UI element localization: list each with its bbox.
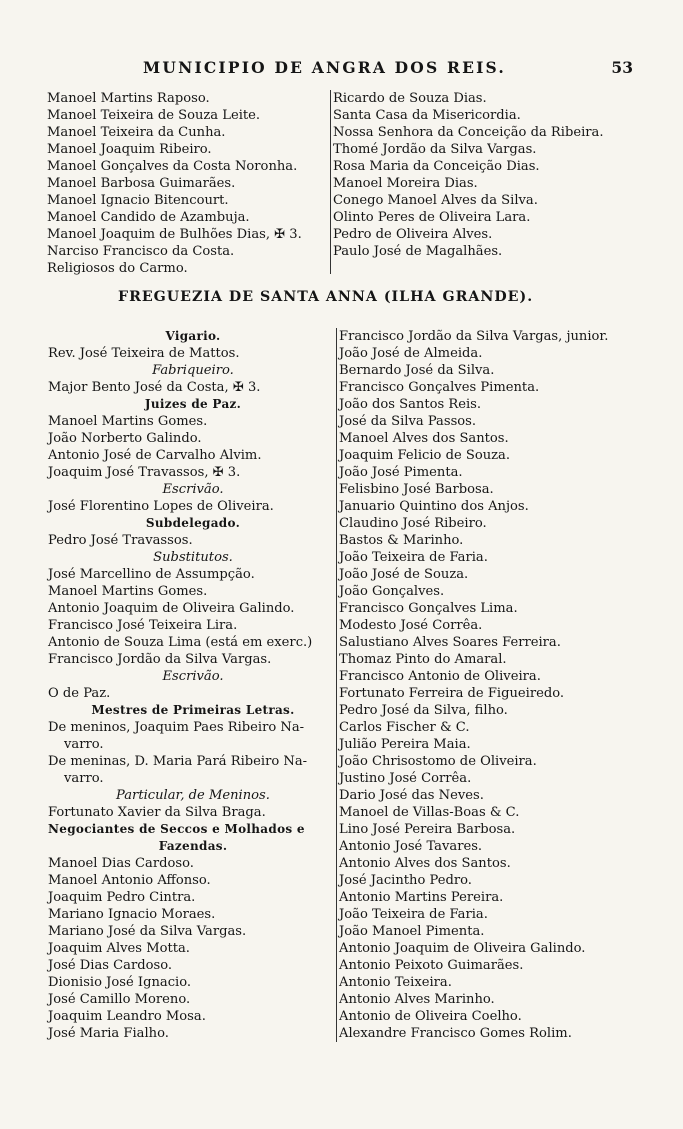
- list-item: Manoel Alves dos Santos.: [339, 431, 509, 446]
- list-item: Joaquim Alves Motta.: [48, 941, 190, 956]
- list-item: Joaquim Leandro Mosa.: [48, 1009, 206, 1024]
- list-item: Salustiano Alves Soares Ferreira.: [339, 635, 561, 650]
- page-number: 53: [611, 58, 633, 77]
- list-item: Manoel Martins Gomes.: [48, 414, 208, 429]
- list-item: Major Bento José da Costa, ✠ 3.: [48, 380, 261, 395]
- list-item: Manoel Ignacio Bitencourt.: [47, 193, 229, 208]
- heading-particular: Particular, de Meninos.: [116, 788, 270, 803]
- list-item: Bernardo José da Silva.: [339, 363, 495, 378]
- list-item: Julião Pereira Maia.: [339, 737, 471, 752]
- list-item: José Florentino Lopes de Oliveira.: [48, 499, 274, 514]
- list-item: Manoel Joaquim Ribeiro.: [47, 142, 212, 157]
- list-item: O de Paz.: [48, 686, 111, 701]
- list-item: De meninas, D. Maria Pará Ribeiro Na-: [48, 754, 308, 769]
- list-item: João Gonçalves.: [339, 584, 445, 599]
- list-item: Antonio Martins Pereira.: [339, 890, 504, 905]
- list-item: Francisco José Teixeira Lira.: [48, 618, 238, 633]
- list-item: João José de Souza.: [339, 567, 469, 582]
- list-item: Manoel Joaquim de Bulhões Dias, ✠ 3.: [47, 227, 302, 242]
- list-item: Manoel Martins Gomes.: [48, 584, 208, 599]
- list-item: João Teixeira de Faria.: [339, 907, 488, 922]
- list-item-continuation: varro.: [64, 737, 104, 752]
- list-item: Santa Casa da Misericordia.: [333, 108, 521, 123]
- list-item: Religiosos do Carmo.: [47, 261, 188, 276]
- running-head: MUNICIPIO DE ANGRA DOS REIS.: [143, 58, 506, 77]
- list-item: De meninos, Joaquim Paes Ribeiro Na-: [48, 720, 305, 735]
- list-item: Conego Manoel Alves da Silva.: [333, 193, 538, 208]
- section1-left-column: [47, 90, 332, 277]
- list-item: Manoel Barbosa Guimarães.: [47, 176, 236, 191]
- list-item: Francisco Gonçalves Pimenta.: [339, 380, 540, 395]
- list-item: Rosa Maria da Conceição Dias.: [333, 159, 540, 174]
- list-item: Manoel Gonçalves da Costa Noronha.: [47, 159, 298, 174]
- list-item: Felisbino José Barbosa.: [339, 482, 494, 497]
- list-item: Carlos Fischer & C.: [339, 720, 470, 735]
- list-item: Francisco Antonio de Oliveira.: [339, 669, 541, 684]
- list-item: Manoel Martins Raposo.: [47, 91, 210, 106]
- list-item: Fortunato Xavier da Silva Braga.: [48, 805, 266, 820]
- list-item: Manoel Antonio Affonso.: [48, 873, 211, 888]
- list-item: Mariano Ignacio Moraes.: [48, 907, 216, 922]
- list-item: Dionisio José Ignacio.: [48, 975, 192, 990]
- list-item: Claudino José Ribeiro.: [339, 516, 487, 531]
- heading-negociantes-continuation: Fazendas.: [158, 839, 228, 853]
- list-item: Joaquim Pedro Cintra.: [48, 890, 196, 905]
- list-item: Antonio Joaquim de Oliveira Galindo.: [48, 601, 295, 616]
- list-item: Pedro José Travassos.: [48, 533, 193, 548]
- page-header: [0, 58, 683, 82]
- list-item: Dario José das Neves.: [339, 788, 484, 803]
- list-item: Manoel Teixeira da Cunha.: [47, 125, 226, 140]
- list-item: João Teixeira de Faria.: [339, 550, 488, 565]
- list-item: Antonio Peixoto Guimarães.: [339, 958, 524, 973]
- heading-vigario: Vigario.: [165, 329, 221, 343]
- list-item: Ricardo de Souza Dias.: [333, 91, 487, 106]
- heading-fabriqueiro: Fabriqueiro.: [152, 363, 234, 378]
- list-item-continuation: varro.: [64, 771, 104, 786]
- list-item: Januario Quintino dos Anjos.: [339, 499, 529, 514]
- section1-right-column: [333, 90, 633, 260]
- list-item: Bastos & Marinho.: [339, 533, 464, 548]
- list-item: João José Pimenta.: [339, 465, 463, 480]
- column-divider: [330, 90, 331, 274]
- list-item: Alexandre Francisco Gomes Rolim.: [339, 1026, 572, 1041]
- list-item: Fortunato Ferreira de Figueiredo.: [339, 686, 565, 701]
- list-item: Francisco Gonçalves Lima.: [339, 601, 518, 616]
- list-item: Nossa Senhora da Conceição da Ribeira.: [333, 125, 604, 140]
- heading-juizes: Juizes de Paz.: [144, 397, 242, 411]
- list-item: João Norberto Galindo.: [48, 431, 202, 446]
- heading-substitutos: Substitutos.: [153, 550, 233, 565]
- heading-subdelegado: Subdelegado.: [145, 516, 241, 530]
- heading-negociantes: Negociantes de Seccos e Molhados e: [48, 822, 305, 836]
- list-item: João Manoel Pimenta.: [339, 924, 485, 939]
- list-item: Lino José Pereira Barbosa.: [339, 822, 516, 837]
- list-item: Narciso Francisco da Costa.: [47, 244, 235, 259]
- heading-escrivao: Escrivão.: [162, 669, 224, 684]
- list-item: Manoel Dias Cardoso.: [48, 856, 194, 871]
- list-item: Antonio Teixeira.: [339, 975, 452, 990]
- list-item: Antonio José Tavares.: [339, 839, 483, 854]
- list-item: Mariano José da Silva Vargas.: [48, 924, 247, 939]
- list-item: Thomé Jordão da Silva Vargas.: [333, 142, 537, 157]
- list-item: Joaquim José Travassos, ✠ 3.: [48, 465, 241, 480]
- list-item: Thomaz Pinto do Amaral.: [339, 652, 507, 667]
- list-item: Antonio Alves dos Santos.: [339, 856, 511, 871]
- list-item: Rev. José Teixeira de Mattos.: [48, 346, 240, 361]
- list-item: João José de Almeida.: [339, 346, 483, 361]
- heading-escrivao: Escrivão.: [162, 482, 224, 497]
- section2-left-column: [48, 328, 338, 1042]
- list-item: Francisco Jordão da Silva Vargas.: [48, 652, 272, 667]
- list-item: Pedro José da Silva, filho.: [339, 703, 508, 718]
- list-item: Francisco Jordão da Silva Vargas, junior.: [339, 329, 609, 344]
- list-item: Justino José Corrêa.: [339, 771, 472, 786]
- list-item: Paulo José de Magalhães.: [333, 244, 503, 259]
- list-item: José Dias Cardoso.: [48, 958, 173, 973]
- list-item: Manoel Candido de Azambuja.: [47, 210, 250, 225]
- list-item: José Maria Fialho.: [48, 1026, 169, 1041]
- list-item: João dos Santos Reis.: [339, 397, 482, 412]
- list-item: Antonio de Oliveira Coelho.: [339, 1009, 522, 1024]
- list-item: José da Silva Passos.: [339, 414, 477, 429]
- list-item: Antonio Alves Marinho.: [339, 992, 495, 1007]
- list-item: Joaquim Felicio de Souza.: [339, 448, 511, 463]
- list-item: Antonio Joaquim de Oliveira Galindo.: [339, 941, 586, 956]
- list-item: Manoel Moreira Dias.: [333, 176, 478, 191]
- section2-right-column: [339, 328, 639, 1042]
- list-item: Manoel de Villas-Boas & C.: [339, 805, 520, 820]
- list-item: José Marcellino de Assumpção.: [48, 567, 255, 582]
- list-item: Manoel Teixeira de Souza Leite.: [47, 108, 261, 123]
- heading-mestres: Mestres de Primeiras Letras.: [91, 703, 295, 717]
- list-item: Antonio de Souza Lima (está em exerc.): [48, 635, 313, 650]
- column-divider: [336, 328, 337, 1042]
- list-item: Olinto Peres de Oliveira Lara.: [333, 210, 531, 225]
- list-item: José Camillo Moreno.: [48, 992, 191, 1007]
- section-title: FREGUEZIA DE SANTA ANNA (ILHA GRANDE).: [118, 289, 534, 305]
- list-item: Modesto José Corrêa.: [339, 618, 483, 633]
- list-item: José Jacintho Pedro.: [339, 873, 472, 888]
- list-item: Pedro de Oliveira Alves.: [333, 227, 493, 242]
- list-item: João Chrisostomo de Oliveira.: [339, 754, 537, 769]
- list-item: Antonio José de Carvalho Alvim.: [48, 448, 262, 463]
